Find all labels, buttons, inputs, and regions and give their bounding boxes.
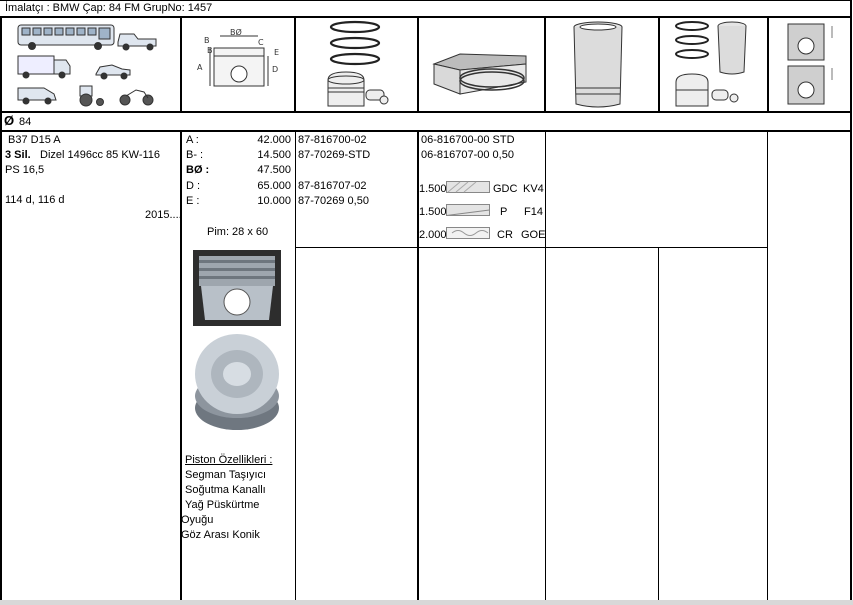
ring-type: CR <box>497 229 513 241</box>
features-title: Piston Özellikleri : <box>185 454 273 466</box>
ring-type: P <box>500 206 508 218</box>
diameter-symbol: Ø <box>4 113 15 128</box>
divider <box>180 16 182 112</box>
bottom-bar <box>0 600 853 605</box>
ring-profile-icon <box>446 203 490 217</box>
dim-label-b2: B <box>207 46 213 55</box>
dim-d-label: D : <box>186 180 201 192</box>
divider <box>767 16 769 112</box>
feature-item: Yağ Püskürtme <box>185 499 260 511</box>
feature-item: Segman Taşıyıcı <box>185 469 267 481</box>
ring-profile-icon <box>446 180 490 194</box>
dim-b-value: 14.500 <box>257 149 291 161</box>
divider <box>417 16 419 112</box>
dim-label-e: E <box>274 48 280 57</box>
dim-e-value: 10.000 <box>257 195 291 207</box>
piston-part-number: 87-816700-02 <box>298 134 367 146</box>
dim-label-d: D <box>272 65 279 74</box>
ring-part-number: 06-816707-00 0,50 <box>421 149 514 161</box>
dim-b-label: B- : <box>186 149 204 161</box>
dim-label-c: C <box>258 38 264 47</box>
piston-liner-kit-icon <box>672 20 762 110</box>
piston-part-number: 87-70269 0,50 <box>298 195 369 207</box>
divider <box>0 111 851 113</box>
feature-item: Soğutma Kanallı <box>185 484 266 496</box>
ring-part-number: 06-816700-00 STD <box>421 134 515 146</box>
divider <box>295 247 768 248</box>
dim-e-label: E : <box>186 195 200 207</box>
piston-section-icon <box>782 20 842 110</box>
dim-bo-value: 47.500 <box>257 164 291 176</box>
engine-code: B37 D15 A <box>8 134 61 146</box>
engine-ps: PS 16,5 <box>5 164 45 176</box>
ring-package-icon <box>430 50 530 96</box>
divider <box>417 130 419 605</box>
divider <box>0 16 851 18</box>
piston-side-photo <box>193 250 281 326</box>
divider <box>0 16 2 605</box>
dim-label-bo: BØ <box>230 28 242 37</box>
ring-code: F14 <box>524 206 543 218</box>
piston-dimension-diagram <box>192 28 284 94</box>
divider <box>294 16 296 112</box>
dim-d-value: 65.000 <box>257 180 291 192</box>
cylinder-count: 3 Sil. <box>5 149 31 161</box>
divider <box>850 0 852 605</box>
ring-profile-icon <box>446 226 490 240</box>
header-title: İmalatçı : BMW Çap: 84 FM GrupNo: 1457 <box>5 2 213 14</box>
piston-top-photo <box>193 332 281 432</box>
dim-label-a: A <box>197 63 203 72</box>
cylinder-liner-icon <box>570 20 626 108</box>
ring-width: 2.000 <box>419 229 447 241</box>
divider <box>658 247 659 605</box>
vehicle-year: 2015.... <box>145 209 182 221</box>
dim-label-b: B <box>204 36 210 45</box>
engine-spec: Dizel 1496cc 85 KW-116 <box>40 149 161 161</box>
dim-a-value: 42.000 <box>257 134 291 146</box>
ring-width: 1.500 <box>419 183 447 195</box>
divider <box>544 16 546 112</box>
ring-width: 1.500 <box>419 206 447 218</box>
ring-type: GDC <box>493 183 518 195</box>
diameter-value: 84 <box>19 116 32 128</box>
dim-bo-label: BØ : <box>186 164 210 176</box>
divider <box>0 130 851 132</box>
dim-a-label: A : <box>186 134 199 146</box>
feature-item: Göz Arası Konik <box>181 529 260 541</box>
piston-part-number: 87-816707-02 <box>298 180 367 192</box>
piston-ring-set-icon <box>318 20 392 110</box>
ring-code: GOE <box>521 229 546 241</box>
ring-code: KV4 <box>523 183 544 195</box>
divider <box>545 130 546 605</box>
pin-size: Pim: 28 x 60 <box>207 226 269 238</box>
vehicle-types-icon <box>14 22 164 108</box>
divider <box>767 130 768 605</box>
divider <box>295 130 296 605</box>
piston-part-number: 87-70269-STD <box>298 149 371 161</box>
divider <box>658 16 660 112</box>
divider <box>0 0 851 1</box>
feature-item: Oyuğu <box>181 514 214 526</box>
vehicle-models: 114 d, 116 d <box>5 194 65 206</box>
